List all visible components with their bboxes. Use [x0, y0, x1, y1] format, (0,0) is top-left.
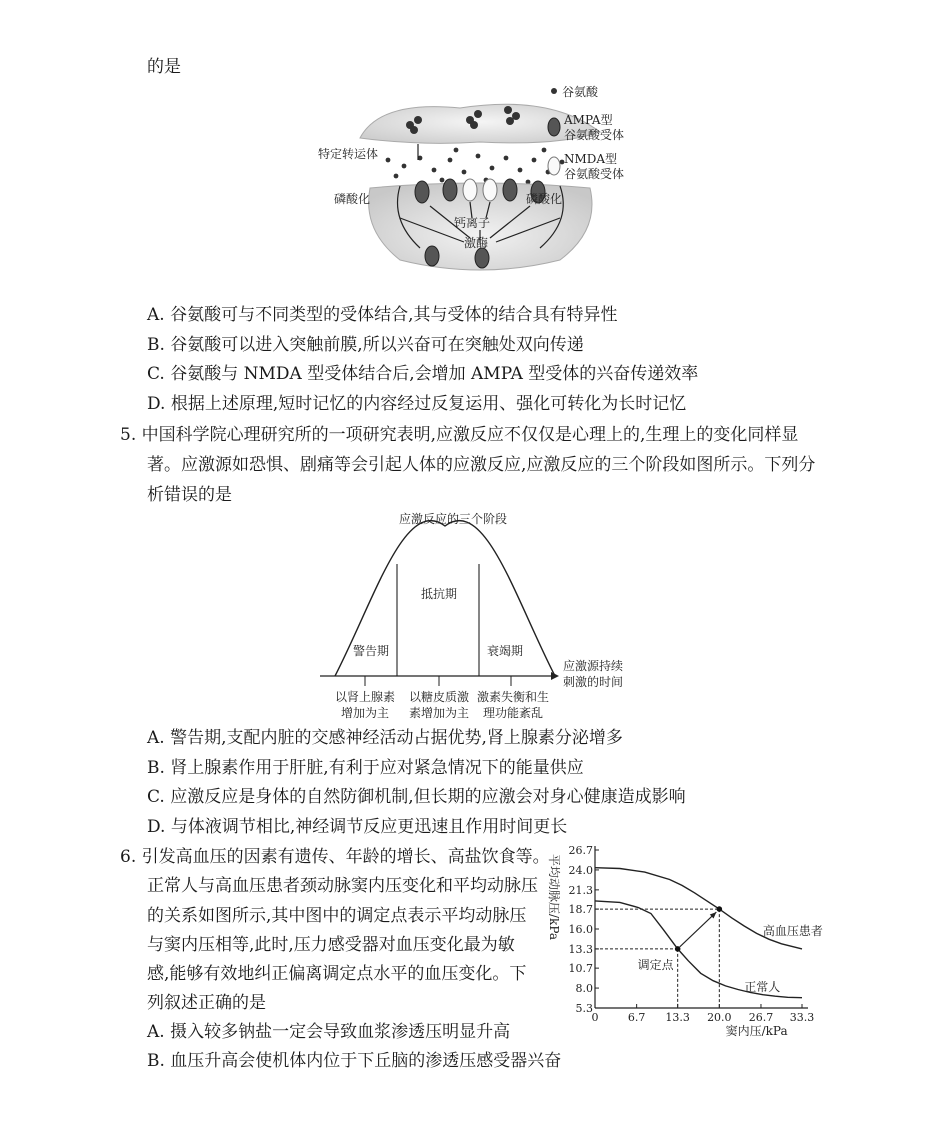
note-exhaustion-2: 理功能紊乱	[482, 706, 544, 720]
question-fragment: 的是	[147, 57, 181, 77]
q6-stem-line-4: 与窦内压相等,此时,压力感受器对血压变化最为敏	[147, 935, 515, 955]
q5-option-a: A. 警告期,支配内脏的交感神经活动占据优势,肾上腺素分泌增多	[147, 728, 623, 748]
q4-option-a: A. 谷氨酸可与不同类型的受体结合,其与受体的结合具有特异性	[147, 305, 618, 325]
y-tick-label: 5.3	[575, 1002, 593, 1015]
note-resistance-2: 素增加为主	[408, 706, 470, 720]
y-tick-label: 18.7	[568, 903, 593, 917]
legend-ampa-1: AMPA型	[564, 113, 613, 127]
q5-stem-line-2: 著。应激源如恐惧、剧痛等会引起人体的应激反应,应激反应的三个阶段如图所示。下列分	[147, 455, 816, 475]
glutamate-legend-icon	[551, 88, 557, 94]
q6-stem-line-5: 感,能够有效地纠正偏离调定点水平的血压变化。下	[147, 964, 527, 984]
q6-stem-line-3: 的关系如图所示,其中图中的调定点表示平均动脉压	[147, 906, 527, 926]
phase-alarm: 警告期	[352, 644, 390, 658]
label-phos-left: 磷酸化	[334, 192, 371, 206]
y-tick-label: 13.3	[568, 942, 593, 956]
legend-nmda-2: 谷氨酸受体	[564, 167, 625, 181]
set-point-dot	[717, 906, 723, 912]
q5-stem-line-3: 析错误的是	[147, 485, 232, 505]
phase-resistance: 抵抗期	[420, 587, 458, 601]
synapse-figure	[300, 80, 660, 295]
y-tick-label: 10.7	[568, 962, 593, 976]
y-tick-label: 26.7	[568, 844, 593, 857]
q4-option-c: C. 谷氨酸与 NMDA 型受体结合后,会增加 AMPA 型受体的兴奋传递效率	[147, 364, 699, 384]
x-tick-label: 33.3	[789, 1011, 815, 1024]
axis-label-1: 应激源持续	[563, 659, 624, 673]
note-resistance-1: 以糖皮质激	[408, 690, 470, 704]
q6-stem-line-6: 列叙述正确的是	[147, 993, 266, 1013]
ampa-legend-icon	[548, 118, 560, 136]
q5-option-b: B. 肾上腺素作用于肝脏,有利于应对紧急情况下的能量供应	[147, 758, 584, 778]
set-point-dot	[675, 946, 681, 952]
series-hypertension-label: 高血压患者	[762, 923, 823, 938]
x-tick-label: 20.0	[707, 1011, 732, 1024]
set-point-label: 调定点	[637, 957, 674, 972]
phase-exhaustion: 衰竭期	[486, 644, 524, 658]
note-arrows	[365, 676, 511, 686]
q6-option-a: A. 摄入较多钠盐一定会导致血浆渗透压明显升高	[147, 1022, 511, 1042]
set-point-arrow	[680, 912, 717, 947]
y-tick-label: 24.0	[568, 863, 593, 877]
q6-stem-line-1: 6. 引发高血压的因素有遗传、年龄的增长、高盐饮食等。	[120, 847, 550, 867]
nmda-legend-icon	[548, 157, 560, 175]
y-tick-label: 16.0	[568, 923, 593, 936]
note-alarm-2: 增加为主	[340, 706, 390, 720]
q5-option-d: D. 与体液调节相比,神经调节反应更迅速且作用时间更长	[147, 817, 568, 837]
stress-stages-figure	[315, 508, 645, 723]
q4-option-d: D. 根据上述原理,短时记忆的内容经过反复运用、强化可转化为长时记忆	[147, 394, 687, 414]
label-calcium: 钙离子	[454, 216, 491, 230]
glutamate-dots	[386, 148, 565, 185]
legend-ampa-2: 谷氨酸受体	[564, 128, 625, 142]
q6-option-b: B. 血压升高会使机体内位于下丘脑的渗透压感受器兴奋	[147, 1051, 562, 1071]
x-tick-label: 0	[591, 1011, 599, 1024]
q6-stem-line-2: 正常人与高血压患者颈动脉窦内压变化和平均动脉压	[147, 876, 538, 896]
series-normal-label: 正常人	[744, 980, 781, 995]
chart-y-label: 平均动脉压/kPa	[547, 854, 561, 941]
chart-x-label: 窦内压/kPa	[725, 1024, 788, 1038]
q5-stem-line-1: 5. 中国科学院心理研究所的一项研究表明,应激反应不仅仅是心理上的,生理上的变化同样显	[120, 425, 799, 445]
x-tick-label: 26.7	[748, 1011, 774, 1024]
y-tick-label: 21.3	[568, 883, 593, 897]
note-alarm-1: 以肾上腺素	[334, 690, 396, 704]
label-kinase: 激酶	[464, 236, 489, 250]
legend-nmda-1: NMDA型	[564, 152, 618, 166]
axis-label-2: 刺激的时间	[563, 675, 624, 689]
note-exhaustion-1: 激素失衡和生	[476, 690, 550, 704]
x-tick-label: 13.3	[665, 1011, 690, 1024]
legend-glutamate: 谷氨酸	[562, 85, 599, 99]
blood-pressure-chart	[540, 842, 840, 1042]
stress-figure-title: 应激反应的三个阶段	[398, 512, 508, 526]
label-transporter: 特定转运体	[318, 147, 379, 161]
y-tick-label: 8.0	[575, 982, 593, 996]
x-tick-label: 6.7	[627, 1011, 646, 1024]
q5-option-c: C. 应激反应是身体的自然防御机制,但长期的应激会对身心健康造成影响	[147, 787, 686, 807]
q4-option-b: B. 谷氨酸可以进入突触前膜,所以兴奋可在突触处双向传递	[147, 335, 584, 355]
label-phos-right: 磷酸化	[526, 192, 563, 206]
axis-arrow-icon	[551, 672, 559, 680]
